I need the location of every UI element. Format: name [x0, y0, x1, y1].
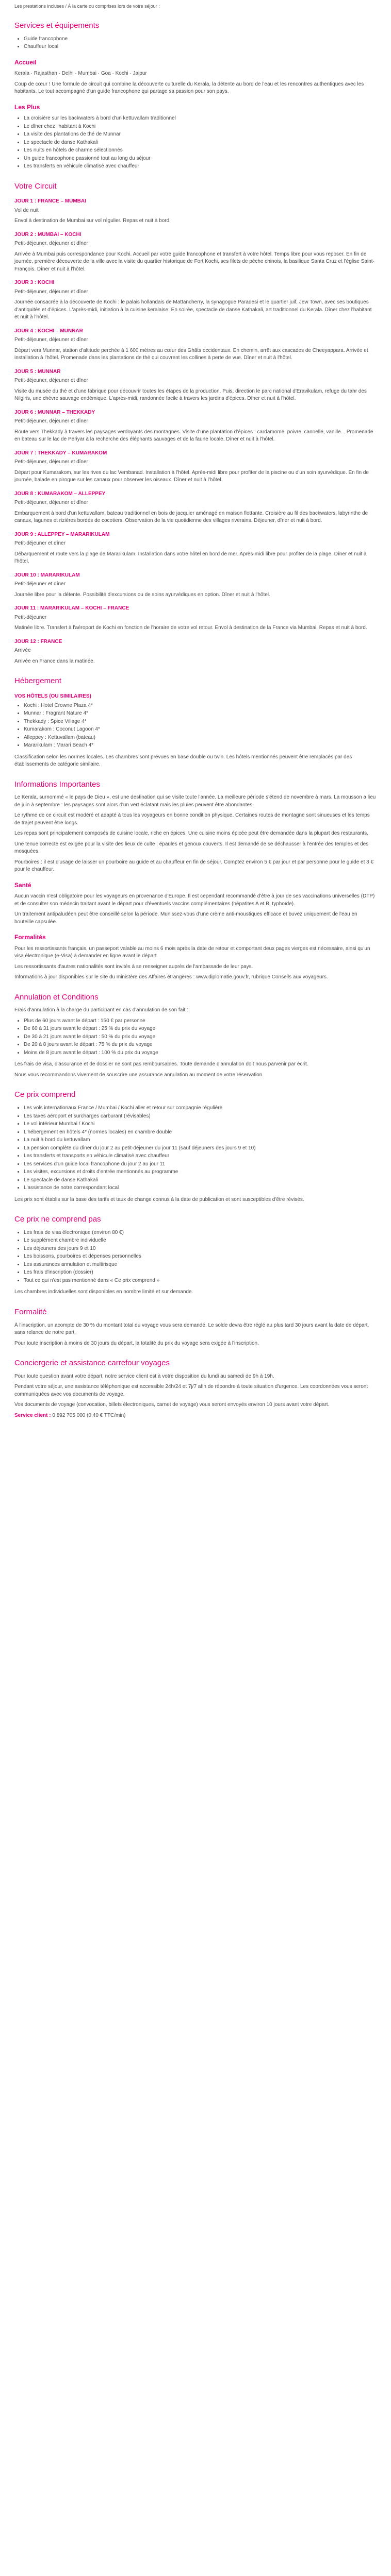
paragraph: Pour les ressortissants français, un passeport valable au moins 6 mois après la date de retour et comportant deux pages vierges est nécessaire, ainsi qu'un visa électronique (e-Visa) à demander en ligne avant le départ. [14, 945, 370, 959]
paragraph: Pendant votre séjour, une assistance téléphonique est accessible 24h/24 et 7j/7 afin de répondre à toute situation d'urgence. Les coordonnées vous seront communiquées avec vos documents de voyage. [14, 1384, 368, 1397]
day-title: JOUR 9 : ALLEPPEY – MARARIKULAM [14, 531, 110, 537]
list-item: • Le dîner chez l'habitant à Kochi [24, 123, 377, 131]
day-text: Matinée libre. Transfert à l'aéroport de Kochi en fonction de l'horaire de votre vol retour. Envol à destination de la France via Mumbai. Repas et nuit à bord. [14, 625, 367, 631]
list-item: • Les taxes aéroport et surcharges carburant (révisables) [24, 1113, 377, 1121]
contact-value: 0 892 705 000 (0,40 € TTC/min) [52, 1412, 126, 1418]
day-title: JOUR 2 : MUMBAI – KOCHI [14, 231, 82, 238]
list-item: • Les transferts et transports en véhicule climatisé avec chauffeur [24, 1153, 377, 1160]
list-item: • Kumarakom : Coconut Lagoon 4* [24, 726, 377, 734]
list-item: • Moins de 8 jours avant le départ : 100 % du prix du voyage [24, 1049, 377, 1057]
paragraph: Le rythme de ce circuit est modéré et adapté à tous les voyageurs en bonne condition physique. Certaines routes de montagne sont sinueuses et les temps de trajet peuvent être longs. [14, 812, 370, 826]
list-item: • Les frais de visa électronique (environ 80 €) [24, 1229, 377, 1237]
section-title-accueil: Accueil [14, 58, 37, 66]
day-title: JOUR 6 : MUNNAR – THEKKADY [14, 409, 95, 415]
section-title-formalites: Formalités [14, 934, 46, 941]
section-title-assistance: Conciergerie et assistance carrefour voyages [14, 1359, 170, 1368]
annulation-list [14, 1018, 377, 1057]
list-item: • Le vol intérieur Mumbai / Kochi [24, 1121, 377, 1128]
day-text: Débarquement et route vers la plage de Mararikulam. Installation dans votre hôtel en bord de mer. Après-midi libre pour profiter de la plage. Dîner et nuit à l'hôtel. [14, 551, 367, 565]
day-meta: Petit-déjeuner, déjeuner et dîner [14, 241, 88, 247]
comprend-list [14, 1105, 377, 1192]
list-item: • Kochi : Hotel Crowne Plaza 4* [24, 702, 377, 710]
list-item: • Les déjeuners des jours 9 et 10 [24, 1245, 377, 1253]
list-item: • Les frais d'inscription (dossier) [24, 1269, 377, 1277]
list-item: • La croisière sur les backwaters à bord d'un kettuvallam traditionnel [24, 115, 377, 123]
day-meta: Petit-déjeuner [14, 614, 47, 620]
list-item: • Les visites, excursions et droits d'entrée mentionnés au programme [24, 1168, 377, 1176]
list-item: • Chauffeur local [24, 43, 377, 51]
section-title-sante: Santé [14, 881, 31, 889]
comprend-note: Les prix sont établis sur la base des tarifs et taux de change connus à la date de publication et sont susceptibles d'être révisés. [14, 1196, 304, 1202]
day-meta: Petit-déjeuner, déjeuner et dîner [14, 378, 88, 384]
contact-line [14, 1412, 377, 1420]
paragraph: À l'inscription, un acompte de 30 % du montant total du voyage vous sera demandé. Le solde devra être réglé au plus tard 30 jours avant la date de départ, sans relance de notre part. [14, 1322, 369, 1336]
day-text: Départ vers Munnar, station d'altitude perchée à 1 600 mètres au cœur des Ghâts occidentaux. En chemin, arrêt aux cascades de Cheeyappara. Arrivée et installation à l'hôtel. Promenade dans les plantations de thé qui couvrent les collines à perte de vue. Dîner et nuit à l'hôtel. [14, 347, 368, 361]
day-meta: Vol de nuit [14, 207, 39, 213]
section-title-lesplus: Les Plus [14, 103, 40, 111]
day-meta: Petit-déjeuner, déjeuner et dîner [14, 337, 88, 343]
list-item: • Les assurances annulation et multirisque [24, 1261, 377, 1269]
day-title: JOUR 3 : KOCHI [14, 280, 55, 286]
paragraph: Vos documents de voyage (convocation, billets électroniques, carnet de voyage) vous seront envoyés environ 10 jours avant votre départ. [14, 1402, 330, 1408]
section-title-programme: Votre Circuit [14, 181, 57, 191]
day-text: Journée libre pour la détente. Possibilité d'excursions ou de soins ayurvédiques en option. Dîner et nuit à l'hôtel. [14, 591, 270, 598]
hotel-list [14, 702, 377, 750]
list-item: • L'assistance de notre correspondant local [24, 1184, 377, 1192]
hebergement-subtitle: VOS HÔTELS (OU SIMILAIRES) [14, 693, 91, 700]
lesplus-list [14, 115, 377, 171]
section-title-formalite: Formalité [14, 1307, 47, 1316]
list-item: • De 20 à 8 jours avant le départ : 75 % du prix du voyage [24, 1041, 377, 1049]
paragraph: Un traitement antipaludéen peut être conseillé selon la période. Munissez-vous d'une crème anti-moustiques efficace et buvez uniquement de l'eau en bouteille capsulée. [14, 911, 357, 925]
list-item: • Les services d'un guide local francophone du jour 2 au jour 11 [24, 1161, 377, 1168]
annulation-intro: Frais d'annulation à la charge du participant en cas d'annulation de son fait : [14, 1007, 188, 1013]
day-text: Embarquement à bord d'un kettuvallam, bateau traditionnel en bois de jacquier aménagé en maison flottante. Croisière au fil des backwaters, labyrinthe de canaux, lagunes et rizières bordés de cocotiers. Observation de la vie quotidienne des villages riverains. Déjeuner, dîner et nuit à bord. [14, 510, 368, 524]
hebergement-note: Classification selon les normes locales. Les chambres sont prévues en base double ou twin. Les hôtels mentionnés peuvent être remplacés par des établissements de catégorie similaire. [14, 754, 352, 768]
paragraph: Informations à jour disponibles sur le site du ministère des Affaires étrangères : www.diplomatie.gouv.fr, rubrique Conseils aux voyageurs. [14, 974, 328, 980]
list-item: • De 60 à 31 jours avant le départ : 25 % du prix du voyage [24, 1025, 377, 1033]
list-item: • La pension complète du dîner du jour 2 au petit-déjeuner du jour 11 (sauf déjeuners des jours 9 et 10) [24, 1145, 377, 1153]
document-page [7, 0, 384, 1438]
day-text: Visite du musée du thé et d'une fabrique pour découvrir toutes les étapes de la production. Puis, direction le parc national d'Eravikulam, refuge du tahr des Nilgiris, une chèvre sauvage endémique. L'après-midi, randonnée facile à travers les jardins d'épices. Dîner et nuit à l'hôtel. [14, 388, 367, 402]
paragraph: Aucun vaccin n'est obligatoire pour les voyageurs en provenance d'Europe. Il est cependant recommandé d'être à jour de ses vaccinations universelles (DTP) et de consulter son médecin traitant avant le départ pour d'éventuels vaccins complémentaires (hépatites A et B, typhoïde). [14, 893, 375, 907]
day-meta: Petit-déjeuner, déjeuner et dîner [14, 289, 88, 295]
day-title: JOUR 12 : FRANCE [14, 638, 62, 645]
paragraph: Une tenue correcte est exigée pour la visite des lieux de culte : épaules et genoux couverts. Il est demandé de se déchausser à l'entrée des temples et des mosquées. [14, 841, 369, 855]
list-item: • Plus de 60 jours avant le départ : 150 € par personne [24, 1018, 377, 1025]
list-item: • La visite des plantations de thé de Munnar [24, 131, 377, 139]
paragraph: Pour toute question avant votre départ, notre service client est à votre disposition du lundi au samedi de 9h à 19h. [14, 1373, 274, 1379]
day-title: JOUR 11 : MARARIKULAM – KOCHI – FRANCE [14, 605, 129, 612]
list-item: • Tout ce qui n'est pas mentionné dans « Ce prix comprend » [24, 1277, 377, 1285]
accueil-text: Coup de cœur ! Une formule de circuit qui combine la découverte culturelle du Kerala, la détente au bord de l'eau et les rencontres authentiques avec les habitants. Le tout accompagné d'un guide francophone qui partage sa passion pour son pays. [14, 81, 364, 95]
day-meta: Petit-déjeuner, déjeuner et dîner [14, 459, 88, 465]
ne-comprend-pas-note: Les chambres individuelles sont disponibles en nombre limité et sur demande. [14, 1289, 193, 1295]
accueil-route: Kerala · Rajasthan · Delhi · Mumbai · Goa · Kochi · Jaipur [14, 71, 147, 77]
list-item: • Les boissons, pourboires et dépenses personnelles [24, 1253, 377, 1261]
list-item: • La nuit à bord du kettuvallam [24, 1137, 377, 1144]
paragraph: Pourboires : il est d'usage de laisser un pourboire au guide et au chauffeur en fin de séjour. Comptez environ 5 € par jour et par personne pour le guide et 3 € pour le chauffeur. [14, 859, 374, 873]
day-text: Départ pour Kumarakom, sur les rives du lac Vembanad. Installation à l'hôtel. Après-midi libre pour profiter de la piscine ou d'un soin ayurvédique. En fin de journée, balade en pirogue sur les canaux pour observer les oiseaux. Dîner et nuit à l'hôtel. [14, 469, 369, 483]
day-meta: Petit-déjeuner et dîner [14, 540, 66, 547]
list-item: • Un guide francophone passionné tout au long du séjour [24, 155, 377, 163]
list-item: • De 30 à 21 jours avant le départ : 50 % du prix du voyage [24, 1033, 377, 1041]
list-item: • Alleppey : Kettuvallam (bateau) [24, 734, 377, 742]
section-title-ne-comprend-pas: Ce prix ne comprend pas [14, 1215, 101, 1224]
day-text: Envol à destination de Mumbai sur vol régulier. Repas et nuit à bord. [14, 218, 171, 224]
section-title-comprend: Ce prix comprend [14, 1090, 76, 1099]
section-title-infos: Informations Importantes [14, 779, 100, 789]
section-title-hebergement: Hébergement [14, 676, 61, 686]
paragraph: Pour toute inscription à moins de 30 jours du départ, la totalité du prix du voyage sera exigée à l'inscription. [14, 1340, 259, 1346]
intro-text: Les prestations incluses / À la carte ou comprises lors de votre séjour : [14, 4, 160, 9]
day-text: Journée consacrée à la découverte de Kochi : le palais hollandais de Mattancherry, la synagogue Paradesi et le quartier juif, Jew Town, avec ses boutiques d'antiquités et d'épices. L'après-midi, initiation à la cuisine keralaise. En soirée, spectacle de danse Kathakali, art traditionnel du Kerala. Dîner chez l'habitant et nuit à l'hôtel. [14, 299, 372, 320]
day-meta: Arrivée [14, 648, 31, 654]
day-title: JOUR 5 : MUNNAR [14, 368, 61, 375]
list-item: • Thekkady : Spice Village 4* [24, 718, 377, 726]
day-meta: Petit-déjeuner, déjeuner et dîner [14, 418, 88, 425]
day-text: Arrivée en France dans la matinée. [14, 658, 95, 664]
day-title: JOUR 10 : MARARIKULAM [14, 572, 80, 578]
section-title-services: Services et équipements [14, 21, 100, 30]
list-item: • Le supplément chambre individuelle [24, 1237, 377, 1245]
list-item: • Les nuits en hôtels de charme sélectionnés [24, 147, 377, 155]
paragraph: Les ressortissants d'autres nationalités sont invités à se renseigner auprès de l'ambassade de leur pays. [14, 963, 253, 970]
list-item: • Mararikulam : Marari Beach 4* [24, 742, 377, 750]
list-item: • Le spectacle de danse Kathakali [24, 1177, 377, 1184]
services-list [14, 36, 377, 51]
list-item: • Le spectacle de danse Kathakali [24, 139, 377, 147]
list-item: • Les transferts en véhicule climatisé avec chauffeur [24, 163, 377, 171]
day-title: JOUR 7 : THEKKADY – KUMARAKOM [14, 450, 107, 456]
day-title: JOUR 1 : FRANCE – MUMBAI [14, 198, 86, 205]
paragraph: Le Kerala, surnommé « le pays de Dieu », est une destination qui se visite toute l'année. La meilleure période s'étend de novembre à mars. La mousson a lieu de juin à septembre : les paysages sont alors d'un vert éclatant mais les pluies peuvent être abondantes. [14, 794, 376, 808]
list-item: • Guide francophone [24, 36, 377, 43]
contact-label: Service client : [14, 1412, 51, 1418]
ne-comprend-pas-list [14, 1229, 377, 1285]
paragraph: Les frais de visa, d'assurance et de dossier ne sont pas remboursables. Toute demande d'annulation doit nous parvenir par écrit. [14, 1061, 308, 1067]
day-meta: Petit-déjeuner, déjeuner et dîner [14, 500, 88, 506]
paragraph: Les repas sont principalement composés de cuisine locale, riche en épices. Une cuisine moins épicée peut être demandée dans la plupart des restaurants. [14, 831, 368, 837]
list-item: • Munnar : Fragrant Nature 4* [24, 710, 377, 718]
day-title: JOUR 4 : KOCHI – MUNNAR [14, 328, 83, 334]
day-meta: Petit-déjeuner et dîner [14, 581, 66, 587]
section-title-annulation: Annulation et Conditions [14, 992, 99, 1002]
paragraph: Nous vous recommandons vivement de souscrire une assurance annulation au moment de votre réservation. [14, 1072, 264, 1078]
day-title: JOUR 8 : KUMARAKOM – ALLEPPEY [14, 490, 106, 497]
list-item: • Les vols internationaux France / Mumbai / Kochi aller et retour sur compagnie régulière [24, 1105, 377, 1112]
list-item: • L'hébergement en hôtels 4* (normes locales) en chambre double [24, 1129, 377, 1137]
day-text: Route vers Thekkady à travers les paysages verdoyants des montagnes. Visite d'une plantation d'épices : cardamome, poivre, cannelle, vanille... Promenade en bateau sur le lac de Periyar à la recherche des éléphants sauvages et de la faune locale. Dîner et nuit à l'hôtel. [14, 429, 373, 443]
day-text: Arrivée à Mumbai puis correspondance pour Kochi. Accueil par votre guide francophone et transfert à votre hôtel. Temps libre pour vous reposer. En fin de journée, première découverte de la ville avec la visite du quartier historique de Fort Kochi, ses filets de pêche chinois, la basilique Santa Cruz et l'église Saint-François. Dîner et nuit à l'hôtel. [14, 251, 374, 272]
